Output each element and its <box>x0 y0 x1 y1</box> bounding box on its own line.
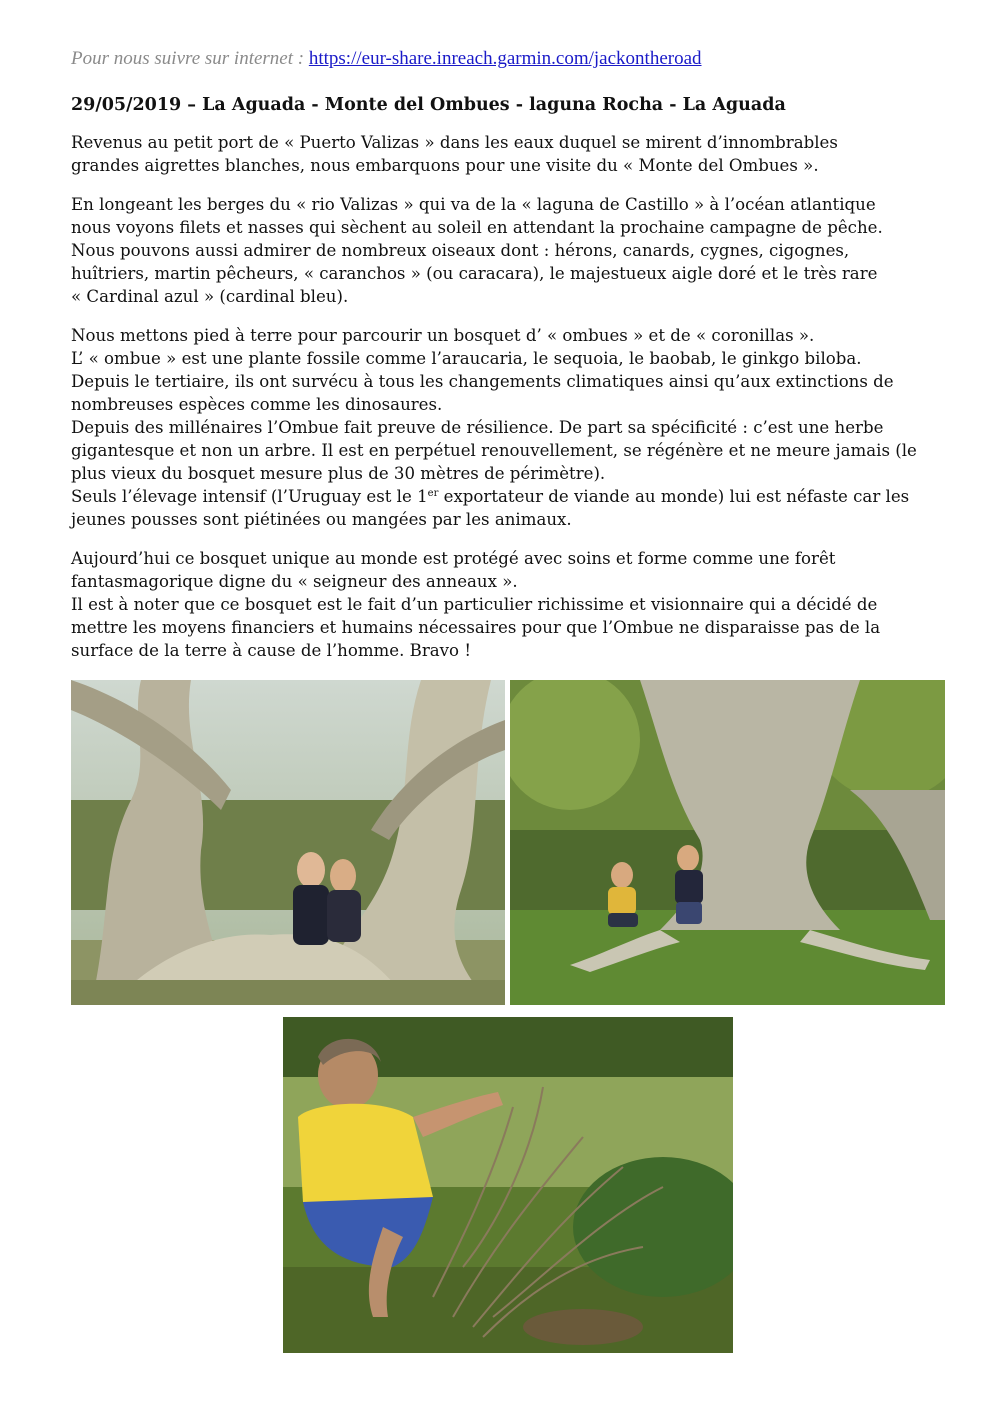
text-line: En longeant les berges du « rio Valizas » qui va de la « laguna de Castillo » à l’océan atlantique <box>71 195 876 214</box>
text-line: Aujourd’hui ce bosquet unique au monde est protégé avec soins et forme comme une forêt <box>71 549 836 568</box>
text-line: surface de la terre à cause de l’homme. Bravo ! <box>71 641 471 660</box>
follow-line <box>71 47 702 71</box>
photo-illustration <box>510 680 945 1005</box>
follow-lead: Pour nous suivre sur internet : <box>71 48 309 69</box>
text-line: « Cardinal azul » (cardinal bleu). <box>71 287 349 306</box>
text-line: huîtriers, martin pêcheurs, « caranchos » (ou caracara), le majestueux aigle doré et le très rare <box>71 264 878 283</box>
text-line-with-superscript <box>71 485 946 508</box>
text-line: Il est à noter que ce bosquet est le fait d’un particulier richissime et visionnaire qui a décidé de <box>71 595 878 614</box>
text-line: Nous pouvons aussi admirer de nombreux oiseaux dont : hérons, canards, cygnes, cigognes, <box>71 241 850 260</box>
article-body <box>71 131 946 678</box>
text-segment: exportateur de viande au monde) lui est néfaste car les <box>438 487 910 506</box>
text-line: plus vieux du bosquet mesure plus de 30 mètres de périmètre). <box>71 464 606 483</box>
text-line: jeunes pousses sont piétinées ou mangées par les animaux. <box>71 510 572 529</box>
paragraph-1 <box>71 131 946 177</box>
paragraph-4 <box>71 547 946 662</box>
page-title: 29/05/2019 – La Aguada - Monte del Ombues - laguna Rocha - La Aguada <box>71 95 786 115</box>
text-line: nous voyons filets et nasses qui sèchent au soleil en attendant la prochaine campagne de pêche. <box>71 218 883 237</box>
garmin-link[interactable]: https://eur-share.inreach.garmin.com/jackontheroad <box>308 48 702 69</box>
text-line: grandes aigrettes blanches, nous embarquons pour une visite du « Monte del Ombues ». <box>71 156 819 175</box>
text-line: Depuis le tertiaire, ils ont survécu à tous les changements climatiques ainsi qu’aux extinctions de <box>71 372 894 391</box>
photo-man-with-young-shoots <box>283 1017 733 1353</box>
photo-people-seated-on-roots <box>510 680 945 1005</box>
photo-illustration <box>283 1017 733 1353</box>
ordinal-superscript: er <box>427 488 439 499</box>
photo-illustration <box>71 680 505 1005</box>
text-segment: Seuls l’élevage intensif (l’Uruguay est le 1 <box>71 487 428 506</box>
text-line: Revenus au petit port de « Puerto Valizas » dans les eaux duquel se mirent d’innombrables <box>71 133 838 152</box>
text-line: Nous mettons pied à terre pour parcourir un bosquet d’ « ombues » et de « coronillas ». <box>71 326 815 345</box>
paragraph-2 <box>71 193 946 308</box>
paragraph-3 <box>71 324 946 531</box>
photo-couple-in-ombue-trunk <box>71 680 505 1005</box>
text-line: Depuis des millénaires l’Ombue fait preuve de résilience. De part sa spécificité : c’est une herbe <box>71 418 884 437</box>
text-line: mettre les moyens financiers et humains nécessaires pour que l’Ombue ne disparaisse pas de la <box>71 618 881 637</box>
text-line: fantasmagorique digne du « seigneur des anneaux ». <box>71 572 518 591</box>
text-line: L’ « ombue » est une plante fossile comme l’araucaria, le sequoia, le baobab, le ginkgo biloba. <box>71 349 862 368</box>
text-line: nombreuses espèces comme les dinosaures. <box>71 395 443 414</box>
text-line: gigantesque et non un arbre. Il est en perpétuel renouvellement, se régénère et ne meure jamais (le <box>71 441 917 460</box>
